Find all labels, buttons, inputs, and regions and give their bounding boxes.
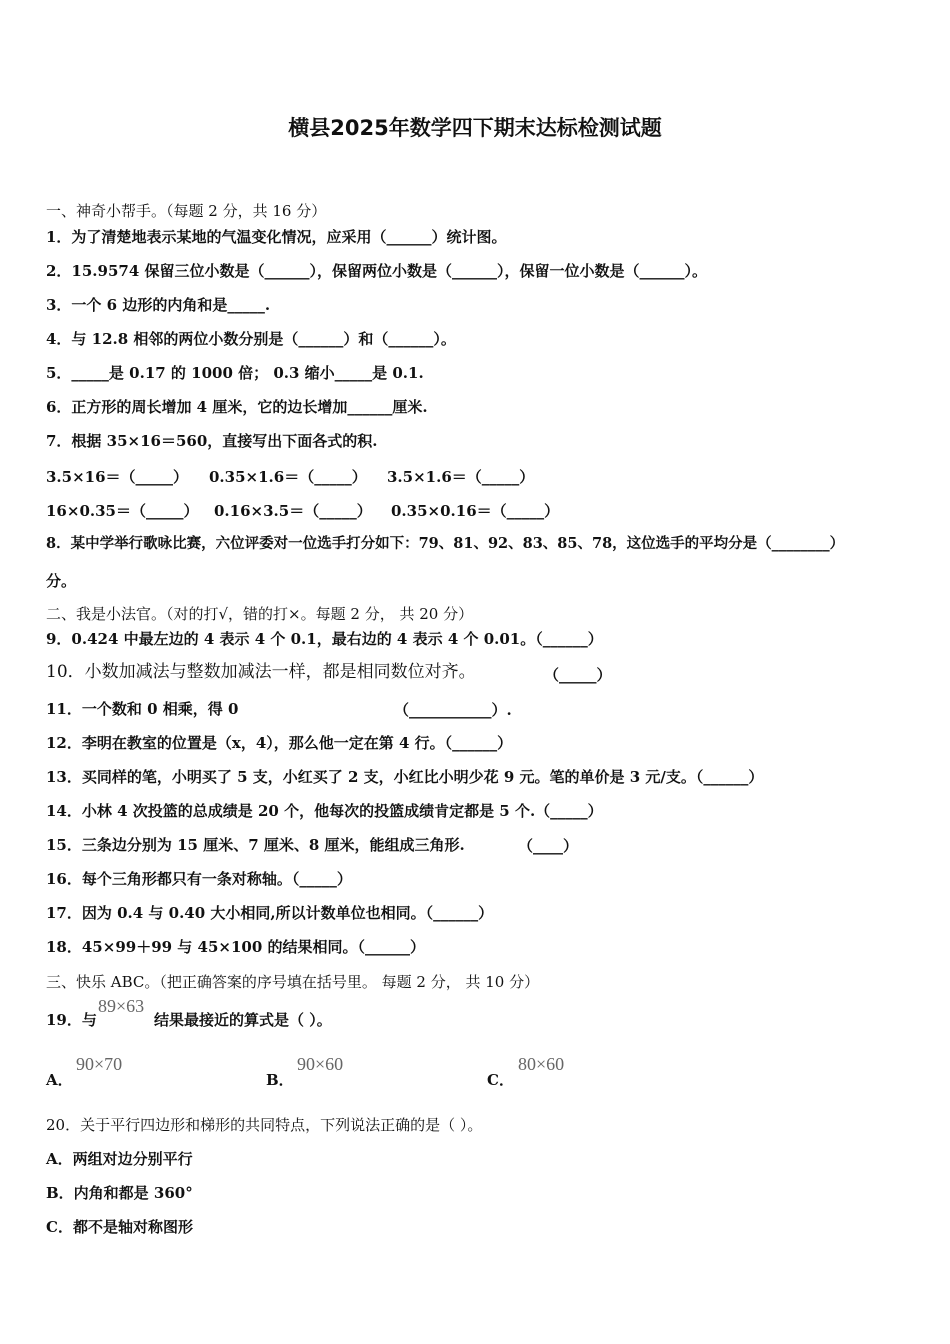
question-19-suffix: 结果最接近的算式是（ ）。: [154, 1011, 332, 1029]
question-13: 13．买同样的笔，小明买了 5 支，小红买了 2 支，小红比小明少花 9 元。笔的单价是 3 元/支。（______）: [46, 768, 764, 786]
page-title: 横县2025年数学四下期末达标检测试题: [288, 116, 662, 140]
q19-option-a-label: A．: [46, 1071, 73, 1089]
question-7: 7．根据 35×16＝560，直接写出下面各式的积.: [46, 432, 378, 450]
q20-option-c: C．都不是轴对称图形: [46, 1218, 193, 1236]
question-16: 16．每个三角形都只有一条对称轴。（_____）: [46, 870, 352, 888]
question-6: 6．正方形的周长增加 4 厘米，它的边长增加______厘米.: [46, 398, 428, 416]
question-4: 4．与 12.8 相邻的两位小数分别是（______）和（______）。: [46, 330, 456, 348]
q19-option-b-label: B．: [266, 1071, 294, 1089]
q20-option-a: A．两组对边分别平行: [46, 1150, 193, 1168]
question-11: 11．一个数和 0 相乘，得 0: [46, 700, 239, 718]
question-14: 14．小林 4 次投篮的总成绩是 20 个，他每次的投篮成绩肯定都是 5 个.（_____）: [46, 802, 603, 820]
q7-item-2: 0.35×1.6＝（_____）: [209, 468, 367, 486]
question-5: 5．_____是 0.17 的 1000 倍； 0.3 缩小_____是 0.1.: [46, 364, 424, 382]
question-10-blank: （_____）: [544, 666, 612, 684]
section-1-heading: 一、神奇小帮手。（每题 2 分，共 16 分）: [46, 202, 327, 220]
question-17: 17．因为 0.4 与 0.40 大小相同,所以计数单位也相同。（______）: [46, 904, 494, 922]
question-10: 10．小数加减法与整数加减法一样，都是相同数位对齐。: [46, 662, 476, 682]
section-3-heading: 三、快乐 ABC。（把正确答案的序号填在括号里。 每题 2 分， 共 10 分）: [46, 973, 540, 991]
question-19-formula: 89×63: [98, 996, 145, 1016]
question-12: 12．李明在教室的位置是（x，4），那么他一定在第 4 行。（______）: [46, 734, 513, 752]
question-9: 9．0.424 中最左边的 4 表示 4 个 0.1，最右边的 4 表示 4 个 0.01。（______）: [46, 630, 603, 648]
question-3: 3．一个 6 边形的内角和是_____.: [46, 296, 271, 314]
question-20: 20．关于平行四边形和梯形的共同特点，下列说法正确的是（ ）。: [46, 1116, 483, 1134]
question-2: 2．15.9574 保留三位小数是（______），保留两位小数是（______），保留一位小数是（______）。: [46, 262, 708, 280]
q19-option-b-formula: 90×60: [297, 1054, 344, 1074]
q7-item-5: 0.16×3.5＝（_____）: [214, 502, 372, 520]
question-18: 18．45×99＋99 与 45×100 的结果相同。（______）: [46, 938, 425, 956]
question-11-blank: （___________）.: [394, 701, 512, 719]
q7-item-4: 16×0.35＝（_____）: [46, 502, 199, 520]
question-15-blank: （____）: [518, 837, 579, 855]
q20-option-b: B．内角和都是 360°: [46, 1184, 193, 1202]
q7-item-6: 0.35×0.16＝（_____）: [391, 502, 560, 520]
q19-option-c-label: C．: [487, 1071, 514, 1089]
question-15: 15．三条边分别为 15 厘米、7 厘米、8 厘米，能组成三角形.: [46, 836, 465, 854]
question-8: 8．某中学举行歌咏比赛，六位评委对一位选手打分如下：79、81、92、83、85、78，这位选手的平均分是（________）: [46, 535, 845, 552]
q7-item-3: 3.5×1.6＝（_____）: [387, 468, 535, 486]
q19-option-c-formula: 80×60: [518, 1054, 565, 1074]
question-1: 1．为了清楚地表示某地的气温变化情况，应采用（______）统计图。: [46, 228, 507, 246]
section-2-heading: 二、我是小法官。（对的打√，错的打×。每题 2 分， 共 20 分）: [46, 605, 474, 623]
q7-item-1: 3.5×16＝（_____）: [46, 468, 189, 486]
question-19-prefix: 19．与: [46, 1011, 97, 1029]
question-8-continued: 分。: [46, 572, 77, 590]
q19-option-a-formula: 90×70: [76, 1054, 123, 1074]
